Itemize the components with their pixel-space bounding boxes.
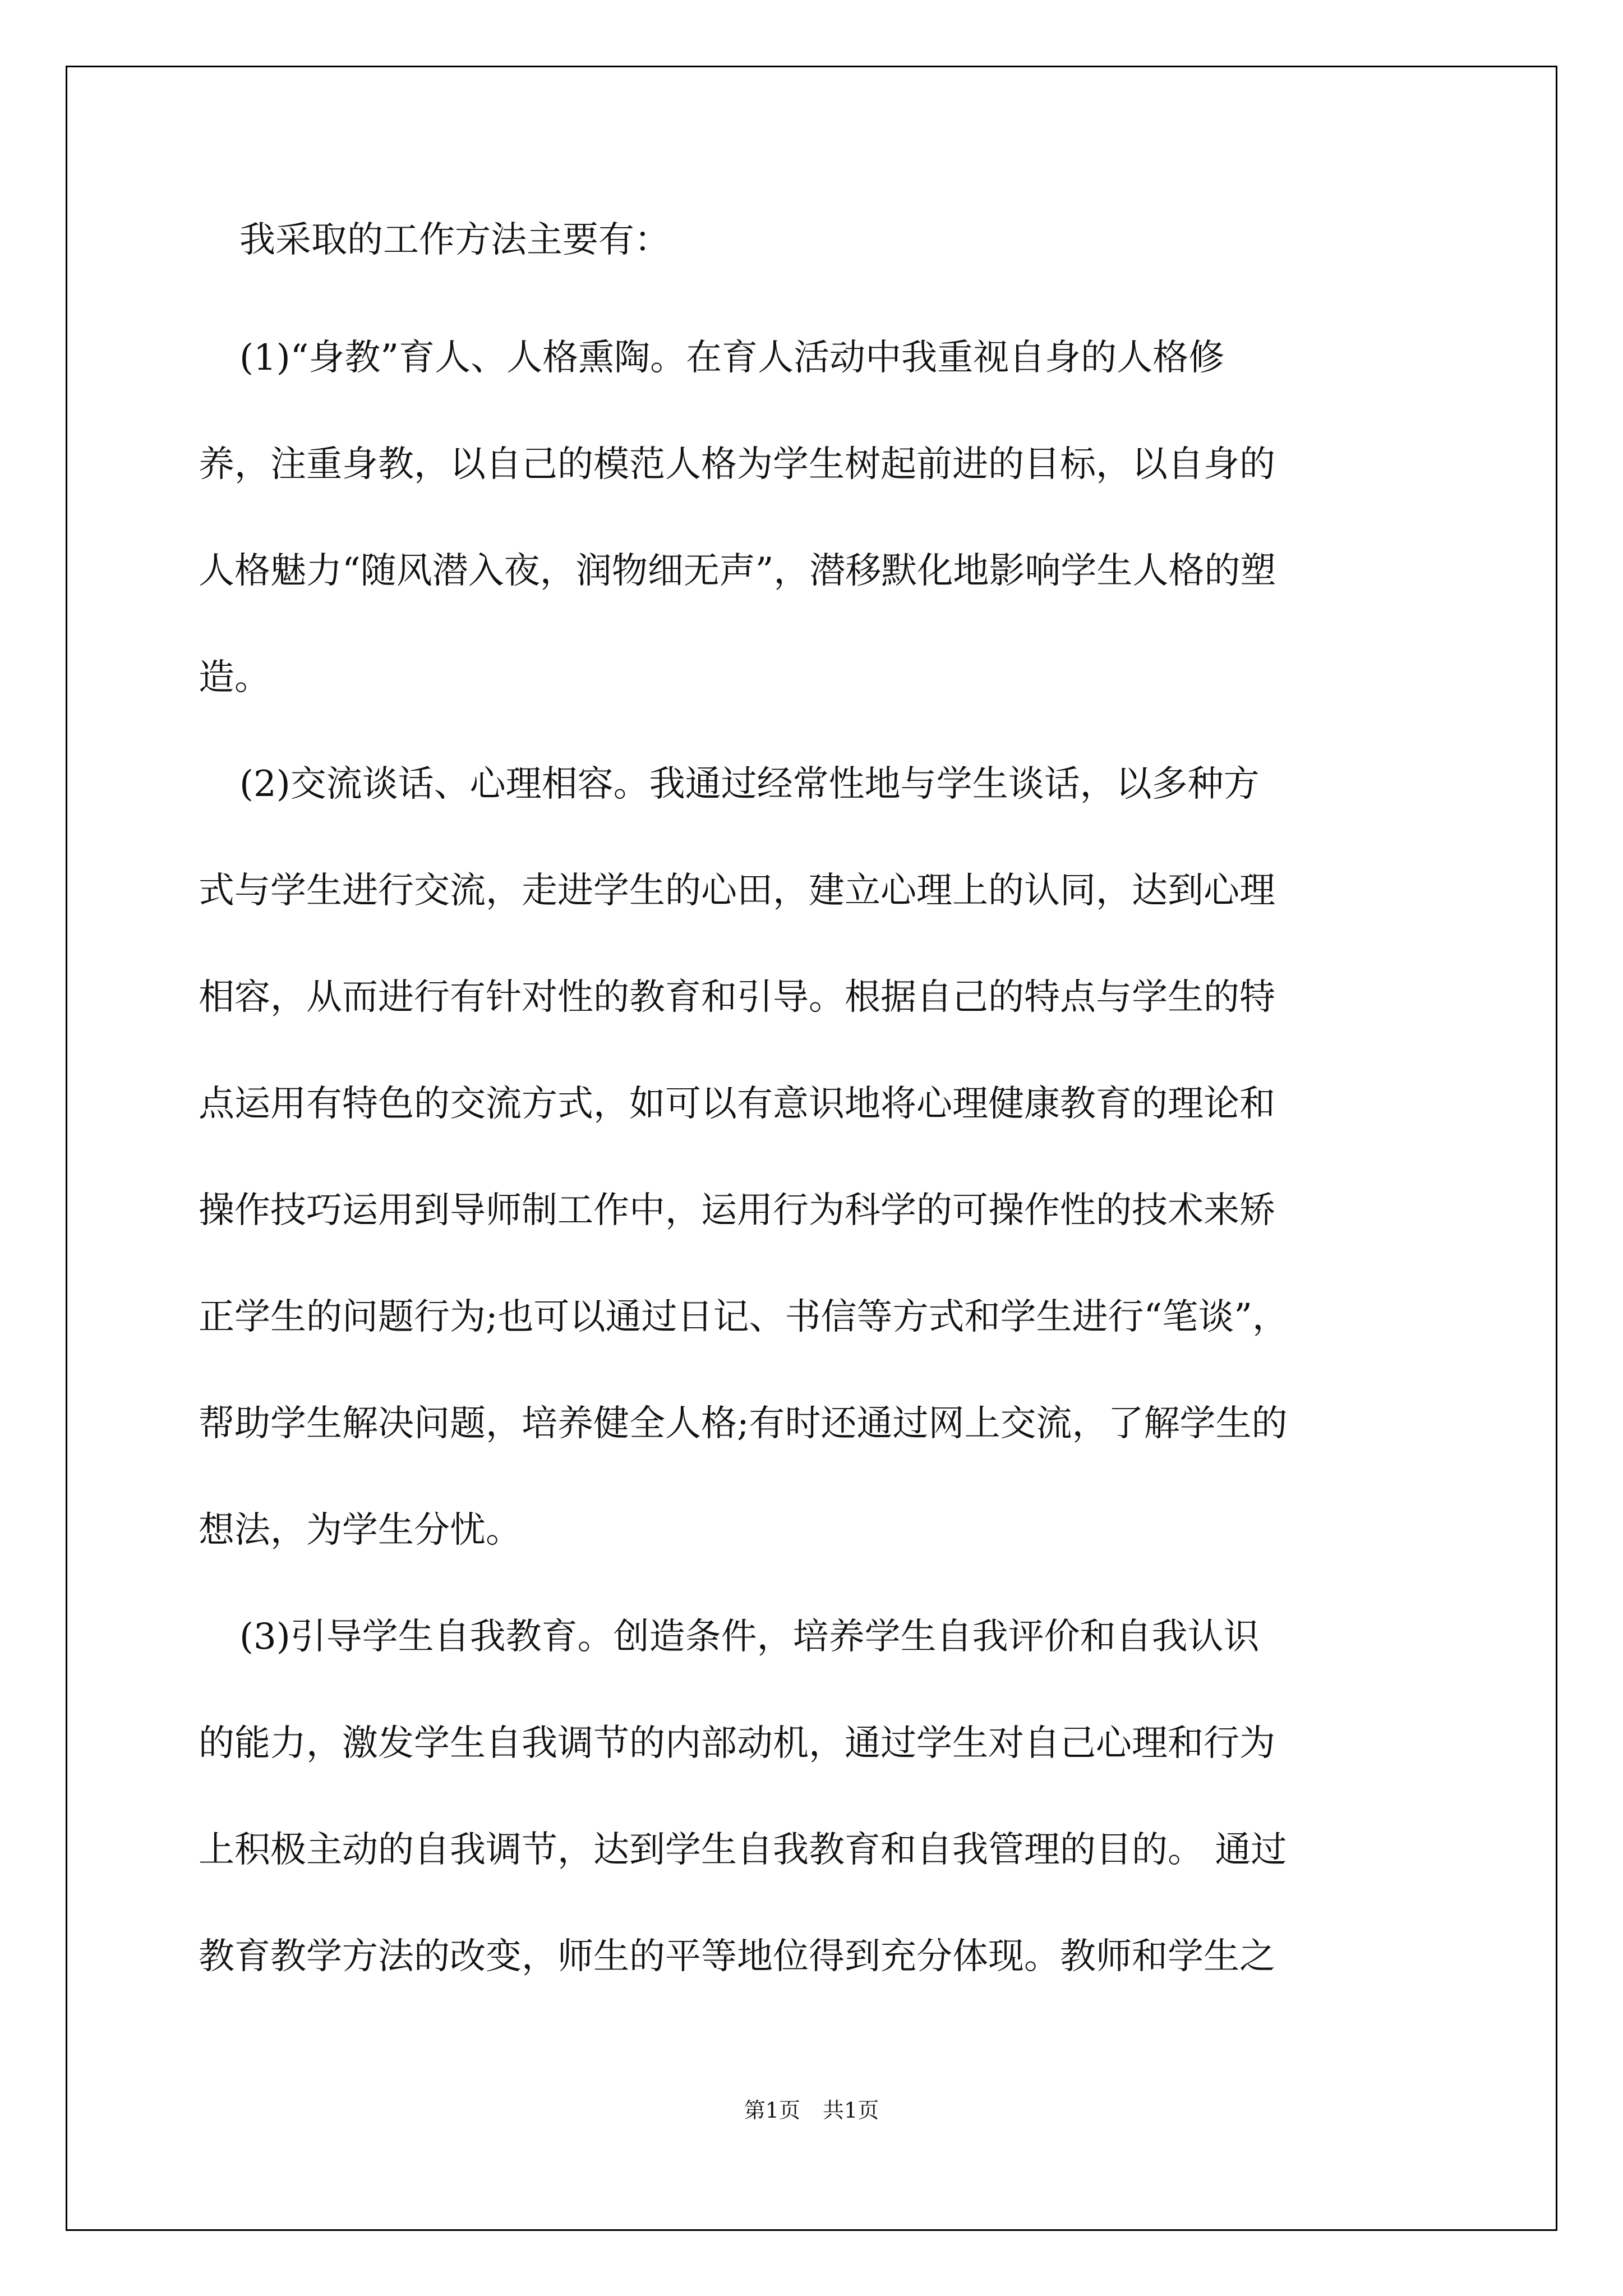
text-line: 正学生的问题行为;也可以通过日记、书信等方式和学生进行“笔谈”， [199,1296,1288,1338]
text-line: 的能力，激发学生自我调节的内部动机，通过学生对自己心理和行为 [199,1723,1275,1764]
page-border [66,66,1557,2231]
text-line: 养，注重身教，以自己的模范人格为学生树起前进的目标，以自身的 [199,444,1275,485]
text-line: 操作技巧运用到导师制工作中，运用行为科学的可操作性的技术来矫 [199,1190,1275,1231]
text-line: 我采取的工作方法主要有： [239,219,670,261]
page-footer [0,2093,1623,2124]
text-line: 上积极主动的自我调节，达到学生自我教育和自我管理的目的。 通过 [199,1829,1287,1871]
text-line: 式与学生进行交流，走进学生的心田，建立心理上的认同，达到心理 [199,870,1275,912]
text-line: 点运用有特色的交流方式，如可以有意识地将心理健康教育的理论和 [199,1083,1275,1125]
page-number: 第1页 [744,2098,800,2123]
page-total: 共1页 [823,2098,879,2123]
text-line: 想法，为学生分忧。 [199,1510,522,1551]
text-line: 相容，从而进行有针对性的教育和引导。根据自己的特点与学生的特 [199,977,1275,1018]
text-line: 帮助学生解决问题，培养健全人格;有时还通过网上交流，了解学生的 [199,1403,1288,1444]
text-line: (2)交流谈话、心理相容。我通过经常性地与学生谈话，以多种方 [239,763,1260,805]
text-line: (1)“身教”育人、人格熏陶。在育人活动中我重视自身的人格修 [239,337,1225,379]
text-line: (3)引导学生自我教育。创造条件，培养学生自我评价和自我认识 [239,1616,1260,1658]
text-line: 造。 [199,657,270,698]
text-line: 教育教学方法的改变，师生的平等地位得到充分体现。教师和学生之 [199,1936,1275,1977]
text-line: 人格魅力“随风潜入夜，润物细无声”，潜移默化地影响学生人格的塑 [199,550,1276,592]
